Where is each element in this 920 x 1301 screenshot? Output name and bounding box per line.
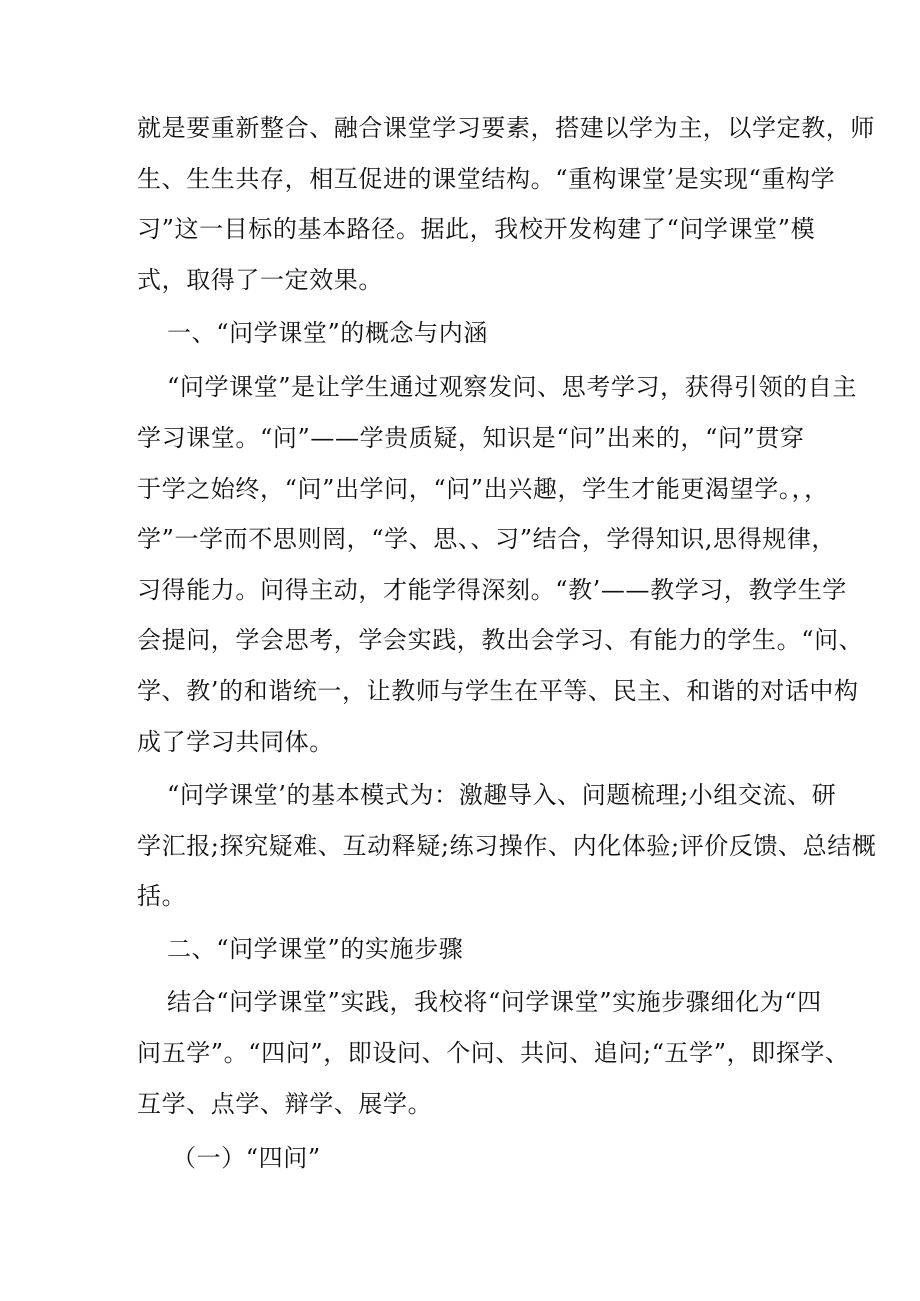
paragraph-concept-line: 学”一学而不思则罔，“学、思、、习”结合，学得知识,思得规律，: [137, 525, 837, 553]
paragraph-intro-line: 生、生生共存，相互促进的课堂结构。“重构课堂’是实现“重构学: [137, 165, 836, 193]
paragraph-steps-line: 问五学”。“四问”，即设问、个问、共问、追问;“五学”，即探学、: [137, 1039, 850, 1067]
paragraph-intro-line: 习”这一目标的基本路径。据此，我校开发构建了“问学课堂”模: [137, 215, 816, 243]
paragraph-steps-line: 结合“问学课堂”实践，我校将“问学课堂”实施步骤细化为“四: [167, 988, 822, 1016]
paragraph-model-line: 括。: [137, 882, 187, 910]
paragraph-model-line: “问学课堂’的基本模式为：激趣导入、问题梳理;小组交流、研: [167, 781, 837, 809]
paragraph-concept-line: 习得能力。问得主动，才能学得深刻。“教’——教学习，教学生学: [137, 576, 847, 604]
paragraph-intro-line: 式，取得了一定效果。: [137, 266, 383, 294]
paragraph-model-line: 学汇报;探究疑难、互动释疑;练习操作、内化体验;评价反馈、总结概: [137, 832, 877, 860]
paragraph-intro-line: 就是要重新整合、融合课堂学习要素，搭建以学为主，以学定教，师: [137, 114, 875, 142]
paragraph-concept-line: 成了学习共同体。: [137, 728, 334, 756]
section-heading-2: 二、“问学课堂”的实施步骤: [167, 935, 464, 963]
paragraph-concept-line: 会提问，学会思考，学会实践，教出会学习、有能力的学生。“问、: [137, 626, 864, 654]
paragraph-concept-line: 于学之始终，“问”出学问，“问”出兴趣，学生才能更渴望学。，，: [137, 475, 829, 503]
section-heading-1: 一、“问学课堂”的概念与内涵: [167, 319, 488, 347]
paragraph-concept-line: 学习课堂。“问”——学贵质疑，知识是“问”出来的，“问”贯穿: [137, 424, 805, 452]
paragraph-concept-line: “问学课堂”是让学生通过观察发问、思考学习，获得引领的自主: [167, 373, 857, 401]
paragraph-concept-line: 学、教’的和谐统一，让教师与学生在平等、民主、和谐的对话中构: [137, 677, 859, 705]
subsection-heading-1: （一）“四问”: [172, 1144, 321, 1172]
paragraph-steps-line: 互学、点学、辩学、展学。: [137, 1090, 433, 1118]
